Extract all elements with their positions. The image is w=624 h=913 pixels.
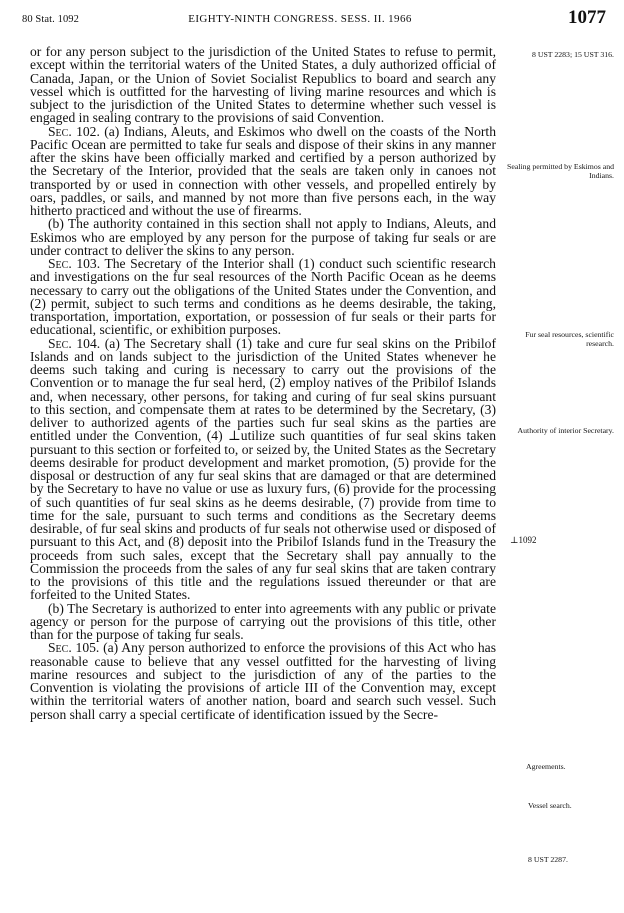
margin-note-sealing-permitted: Sealing permitted by Eskimos and Indians. bbox=[507, 162, 614, 180]
section-103-paragraph bbox=[30, 257, 496, 337]
section-105-paragraph-a bbox=[30, 641, 496, 721]
statute-body bbox=[30, 45, 496, 721]
section-label: Sec. 105. bbox=[48, 640, 100, 656]
margin-note-agreements: Agreements. bbox=[526, 762, 566, 771]
section-label: Sec. 102. bbox=[48, 123, 100, 139]
section-text: (a) The Secretary shall (1) take and cure fur seal skins on the Pribilof Islands and on lands subject to the jurisdiction of the United States whenever he deems such taking and curing is necessary to carry out the provisions of the Convention or to manage the fur seal herd, (2) employ natives of the Pribilof Islands and, when necessary, other persons, for taking and curing of fur seal skins pursuant to this section, and compensate them at rates to be determined by the Secretary, (3) deliver to authorized agents of the parties such fur seal skins as the parties are entitled under the Convention, (4) ⊥utilize such quantities of fur seal skins taken pursuant to this section or forfeited to, or seized by, the United States as the Secretary deems desirable for product development and market promotion, (5) provide for the disposal or destruction of any fur seal skins that are damaged or that are determined by the Secretary to have no value or use as luxury furs, (6) provide for the processing of such quantities of fur seal skins as he deems desirable, (7) provide from time to time for the sale, pursuant to such terms and conditions as the Secretary deems desirable, of fur seal skins and products of fur seals not otherwise used or disposed of pursuant to this Act, and (8) deposit into the Pribilof Islands fund in the Treasury the proceeds from such sales, except that the Secretary shall pay annually to the Commission the proceeds from the sales of any fur seal skins that are taken contrary to the provisions of this title and the regulations issued thereunder or that are forfeited to the United States. bbox=[30, 335, 496, 603]
margin-note-scientific-research: Fur seal resources, scientific research. bbox=[525, 330, 614, 348]
section-text: (a) Indians, Aleuts, and Eskimos who dwell on the coasts of the North Pacific Ocean are permitted to take fur seals and dispose of their skins in any manner after the skins have been officially marked and certified by a person authorized by the Secretary of the Interior, provided that the seals are taken only in canoes not transported by or used in connection with other vessels, and propelled entirely by oars, paddles, or sails, and manned by not more than five persons each, in the way hitherto practiced and without the use of firearms. bbox=[30, 123, 496, 218]
margin-note-treaty-citation-2: 8 UST 2287. bbox=[528, 855, 568, 864]
margin-note-page-break-marker: ⊥1092 bbox=[510, 535, 537, 545]
running-head: EIGHTY-NINTH CONGRESS. SESS. II. 1966 bbox=[188, 13, 412, 25]
margin-note-treaty-citation: 8 UST 2283; 15 UST 316. bbox=[531, 50, 614, 59]
section-text: (a) Any person authorized to enforce the provisions of this Act who has reasonable cause to believe that any vessel outfitted for the harvesting of living marine resources and subject to the jurisdiction of any of the parties to the Convention is violating the provisions of article III of the Convention may, except within the territorial waters of another nation, board and search such vessel. Such person shall carry a special certificate of identification issued by the Secre- bbox=[30, 640, 496, 722]
margin-note-secretary-authority: Authority of interior Secretary. bbox=[517, 426, 614, 435]
section-label: Sec. 103. bbox=[48, 256, 101, 271]
section-label: Sec. 104. bbox=[48, 335, 101, 351]
section-102-paragraph-b: (b) The authority contained in this section shall not apply to Indians, Aleuts, and Eskimos who are employed by any person for the purpose of taking fur seals or are under contract to deliver the skins to any person. bbox=[30, 216, 496, 258]
statute-reference: 80 Stat. 1092 bbox=[22, 14, 80, 25]
paragraph-continuation: or for any person subject to the jurisdiction of the United States to refuse to permit, except within the territorial waters of the United States, a duly authorized official of Canada, Japan, or the Union of Soviet Socialist Republics to board and search any vessel which is outfitted for the harvesting of living marine resources and which is subject to the jurisdiction of the United States to determine whether such vessel is engaged in sealing contrary to the provisions of said Convention. bbox=[30, 44, 496, 126]
section-102-paragraph-a bbox=[30, 125, 496, 218]
section-104-paragraph-a bbox=[30, 337, 496, 602]
margin-note-vessel-search: Vessel search. bbox=[528, 801, 572, 810]
section-text: The Secretary of the Interior shall (1) conduct such scientific research and investigations on the fur seal resources of the North Pacific Ocean as he deems necessary to carry out the obligations of the United States under the Convention, and (2) permit, subject to such terms and conditions as he deems desirable, the taking, transportation, importation, exportation, or possession of fur seals or their parts for educational, scientific, or exhibition purposes. bbox=[30, 256, 496, 338]
page-number: 1077 bbox=[568, 7, 606, 28]
section-104-paragraph-b: (b) The Secretary is authorized to enter into agreements with any public or private agency or person for the purpose of carrying out the provisions of this title, other than for the purpose of taking fur seals. bbox=[30, 600, 496, 642]
